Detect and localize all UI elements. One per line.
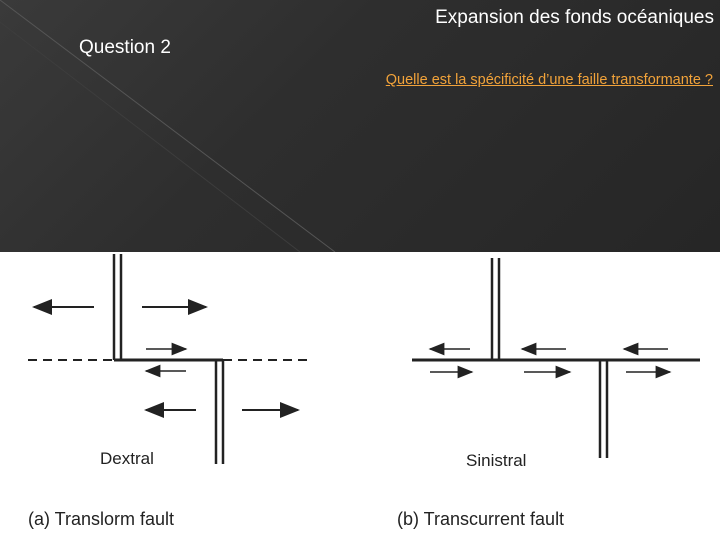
panel-b-caption: (b) Transcurrent fault xyxy=(397,509,565,529)
question-label: Question 2 xyxy=(79,37,171,58)
panel-b-diagram xyxy=(397,258,700,529)
panel-b-label: Sinistral xyxy=(466,451,527,470)
fault-diagram xyxy=(0,252,720,540)
slide-title: Expansion des fonds océaniques xyxy=(435,7,714,28)
fault-figure xyxy=(0,252,720,540)
panel-a-diagram xyxy=(28,254,312,529)
panel-a-label: Dextral xyxy=(100,449,154,468)
question-text: Quelle est la spécificité d’une faille transformante ? xyxy=(385,72,713,88)
panel-a-caption: (a) Translorm fault xyxy=(28,509,175,529)
